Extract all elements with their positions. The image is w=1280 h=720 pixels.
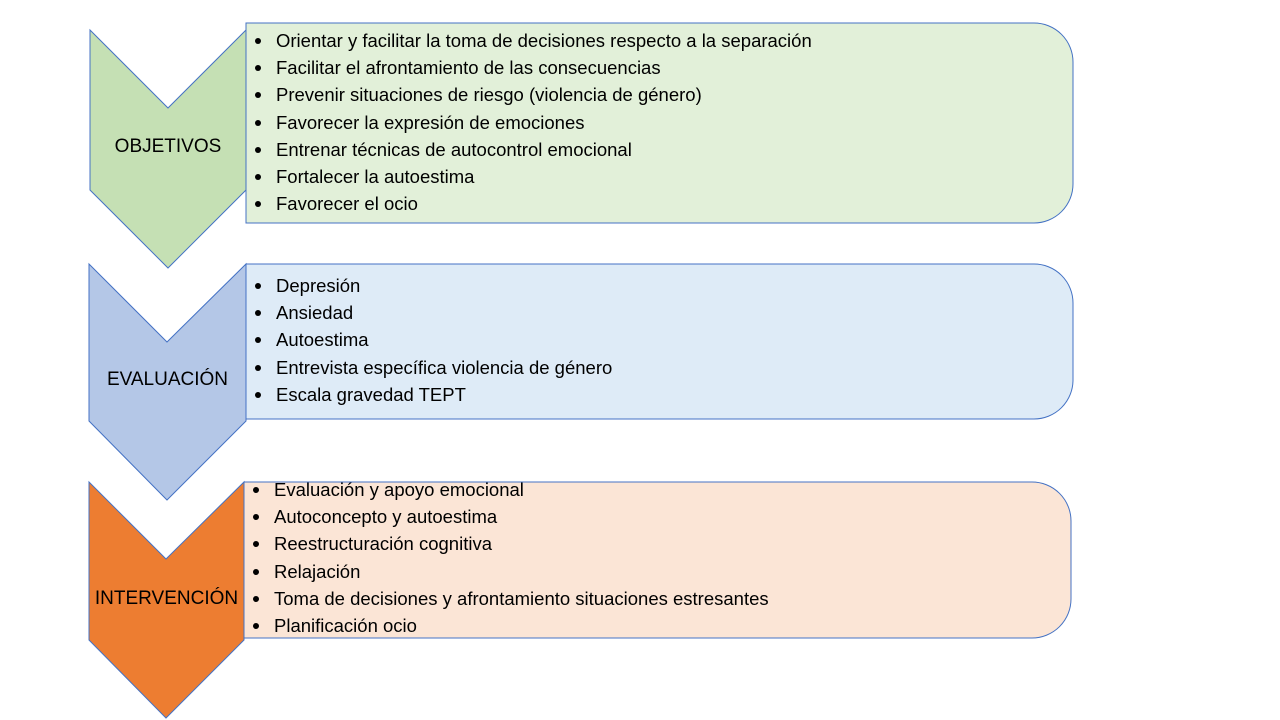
evaluacion-label: EVALUACIÓN — [106, 369, 229, 390]
list-item: Orientar y facilitar la toma de decisiones respecto a la separación — [248, 27, 812, 54]
list-item: Reestructuración cognitiva — [246, 530, 769, 557]
objetivos-label: OBJETIVOS — [114, 136, 222, 157]
list-item: Favorecer el ocio — [248, 190, 812, 217]
list-item: Entrenar técnicas de autocontrol emocional — [248, 136, 812, 163]
intervencion-list — [246, 476, 769, 639]
intervencion-label: INTERVENCIÓN — [94, 588, 239, 609]
list-item: Facilitar el afrontamiento de las consecuencias — [248, 54, 812, 81]
list-item: Fortalecer la autoestima — [248, 163, 812, 190]
list-item: Escala gravedad TEPT — [248, 381, 612, 408]
list-item: Ansiedad — [248, 299, 612, 326]
objetivos-list — [248, 27, 812, 217]
evaluacion-list — [248, 272, 612, 408]
list-item: Autoestima — [248, 326, 612, 353]
list-item: Prevenir situaciones de riesgo (violencia de género) — [248, 81, 812, 108]
list-item: Entrevista específica violencia de género — [248, 354, 612, 381]
list-item: Favorecer la expresión de emociones — [248, 109, 812, 136]
list-item: Depresión — [248, 272, 612, 299]
list-item: Toma de decisiones y afrontamiento situaciones estresantes — [246, 585, 769, 612]
list-item: Evaluación y apoyo emocional — [246, 476, 769, 503]
list-item: Autoconcepto y autoestima — [246, 503, 769, 530]
list-item: Relajación — [246, 558, 769, 585]
list-item: Planificación ocio — [246, 612, 769, 639]
